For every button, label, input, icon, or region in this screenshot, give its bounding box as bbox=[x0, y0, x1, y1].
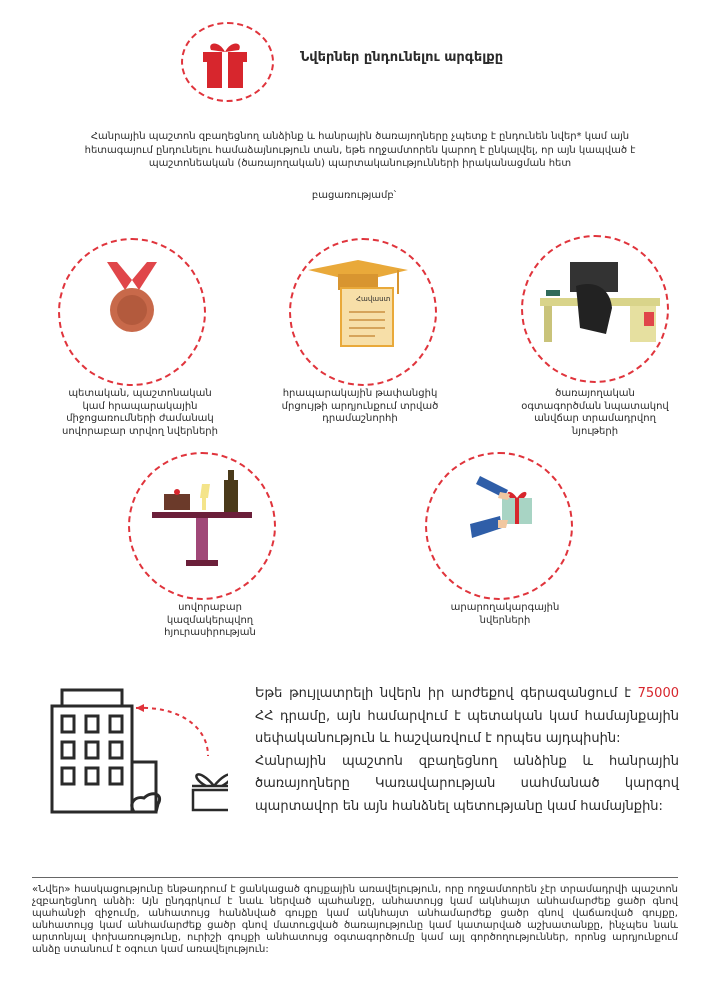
footnote: «Նվեր» հասկացությունը ենթադրում է ցանկացած գույքային առավելություն, որը ողջամտորեն չէր տրամադրվի պաշտոն չզբաղեցնող անձի: Այն ընդգրկում է նաև ներված պահանջը, անհատույց կամ ակնհայտ անհամարժեք ցածր գնով պահանջի զիջումը, անհատույց հանձնված գույքը կամ ակնհայտ անհամարժեք ցածր գնով վաճառված գույքը, անհատույց կամ անհամարժեք ցածր գնով մատուցված ծառայությունը կամ կատարված աշխատանքը, ինչպես նաև արտոնյալ փոխառությունը, ուրիշի գույքի անհատույց օգտագործումը կամ այլ գործողություններ, որոնց արդյունքում անձը ստանում է օգուտ կամ առավելություն: bbox=[32, 877, 678, 956]
exception-label: բացառությամբ՝ bbox=[311, 190, 397, 201]
obligation-text: Հանրային պաշտոն զբաղեցնող անձինք և հանրային ծառայողները Կառավարության սահմանած կարգով պարտավոր են այն հանձնել պետությանը կամ համայնքին: bbox=[255, 753, 679, 814]
intro-text: Հանրային պաշտոն զբաղեցնող անձինք և հանրային ծառայողները չպետք է ընդունեն նվեր* կամ այն հետագայում ընդունելու համաձայնություն տան, եթե ողջամտորեն կարող է ընկալվել, որ այն կապված է պաշտոնեական (ծառայողական) պարտականությունների իրականացման հետ bbox=[84, 131, 636, 169]
caption-table: սովորաբար կազմակերպվող հյուրասիրության bbox=[164, 602, 256, 638]
gift-box-icon bbox=[199, 38, 251, 90]
caption-medal: պետական, պաշտոնական կամ հրապարակային միջոցառումների ժամանակ սովորաբար տրվող նվերների bbox=[61, 388, 218, 437]
gift-handover-icon bbox=[460, 470, 552, 550]
medal-icon bbox=[97, 262, 167, 342]
amount-threshold: 75000 bbox=[637, 686, 679, 701]
caption-handshake: արարողակարգային նվերների bbox=[450, 602, 560, 626]
refreshment-table-icon bbox=[152, 470, 252, 570]
office-desk-icon bbox=[540, 258, 660, 346]
rule-suffix: ՀՀ դրամը, այն համարվում է պետական կամ համայնքային սեփականություն և հաշվառվում է որպես այդպիսին: bbox=[255, 708, 679, 746]
caption-diploma: հրապարակային թափանցիկ մրցույթի արդյունքում տրված դրամաշնորհի bbox=[281, 388, 439, 424]
building-icon bbox=[48, 686, 228, 816]
page-title: Նվերներ ընդունելու արգելքը bbox=[300, 50, 504, 65]
diploma-label: Հավաստ bbox=[356, 295, 391, 303]
rule-prefix: Եթե թույլատրելի նվերն իր արժեքով գերազանցում է bbox=[255, 686, 638, 701]
value-rule-text bbox=[255, 683, 679, 818]
graduation-diploma-icon bbox=[303, 258, 413, 354]
caption-office: ծառայողական օգտագործման նպատակով անվճար տրամադրվող նյութերի bbox=[521, 388, 669, 437]
